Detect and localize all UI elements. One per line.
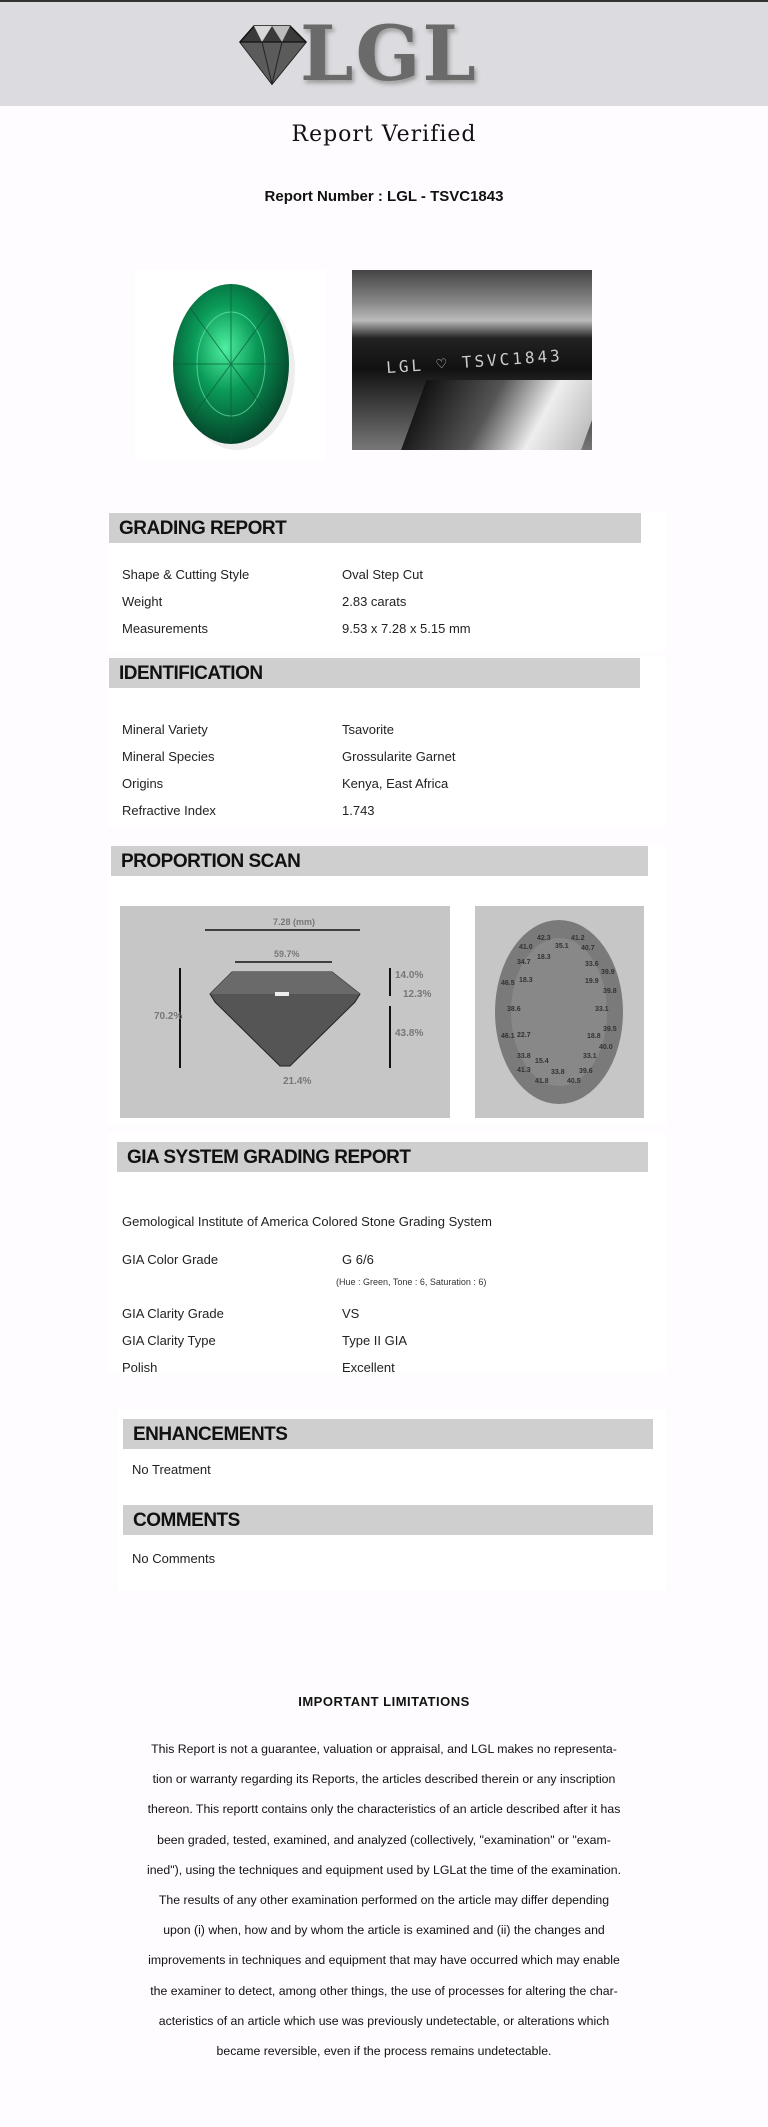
gia-section [108,1133,666,1373]
top-value: 18.8 [587,1033,601,1040]
shape-value: Oval Step Cut [342,567,423,582]
clarity-type-value: Type II GIA [342,1333,408,1348]
color-grade-label: GIA Color Grade [122,1252,219,1267]
limitations-line: became reversible, even if the process remains undetectable. [216,2044,552,2059]
inscription-photo [352,270,592,450]
top-value: 41.2 [571,935,585,942]
refractive-label: Refractive Index [122,803,216,818]
comments-value: No Comments [132,1551,216,1566]
girdle-label: 12.3% [403,989,432,1000]
top-value: 46.5 [501,980,515,987]
limitations-line: ined"), using the techniques and equipment used by LGLat the time of the examination. [146,1862,621,1877]
top-value: 33.8 [551,1069,565,1076]
species-label: Mineral Species [122,749,215,764]
polish-value: Excellent [342,1360,395,1375]
comments-heading: COMMENTS [123,1505,653,1535]
limitations-text [118,1734,650,2066]
limitations-line: tion or warranty regarding its Reports, the articles described therein or any inscription [152,1772,616,1787]
refractive-value: 1.743 [342,803,375,818]
top-value: 41.8 [535,1078,549,1085]
limitations-line: acteristics of an article which use was previously undetectable, or alterations which [158,2013,610,2028]
clarity-grade-label: GIA Clarity Grade [122,1306,224,1321]
variety-value: Tsavorite [342,722,395,737]
top-value: 18.3 [537,954,551,961]
top-value: 40.0 [599,1044,613,1051]
logo-text: LGL [300,9,478,98]
color-grade-value: G 6/6 [342,1252,374,1267]
limitations-line: upon (i) when, how and by whom the article is examined and (ii) the changes and [163,1923,605,1938]
limitations-line: improvements in techniques and equipment that may have occurred which may enable [148,1953,620,1968]
culet-label: 21.4% [283,1076,312,1087]
gia-heading: GIA SYSTEM GRADING REPORT [117,1142,648,1172]
identification-heading: IDENTIFICATION [109,658,640,688]
enhancements-heading: ENHANCEMENTS [123,1419,653,1449]
variety-label: Mineral Variety [122,722,208,737]
limitations-line: been graded, tested, examined, and analyzed (collectively, "examination" or "exam- [157,1832,611,1847]
site-header [0,0,768,106]
measurements-label: Measurements [122,621,208,636]
weight-label: Weight [122,594,163,609]
species-value: Grossularite Garnet [342,749,456,764]
identification-section [108,657,666,827]
top-value: 33.6 [585,961,599,968]
table-label: 59.7% [274,949,300,959]
page-title: Report Verified [291,122,477,147]
shape-label: Shape & Cutting Style [122,567,250,582]
gemstone-photo [135,270,325,460]
enhancements-section [118,1410,666,1590]
top-value: 33.8 [517,1053,531,1060]
origins-value: Kenya, East Africa [342,776,449,791]
crown-label: 14.0% [395,970,424,981]
top-value: 39.8 [603,988,617,995]
top-value: 18.3 [519,977,533,984]
report-number: Report Number : LGL - TSVC1843 [264,188,504,205]
gia-system-text: Gemological Institute of America Colored Stone Grading System [122,1214,492,1229]
top-value: 39.5 [603,1026,617,1033]
measurements-value: 9.53 x 7.28 x 5.15 mm [342,621,471,636]
top-view-scan [475,906,644,1118]
top-value: 22.7 [517,1032,531,1039]
top-value: 15.4 [535,1058,549,1065]
top-value: 40.7 [581,945,595,952]
limitations-heading: IMPORTANT LIMITATIONS [298,1694,470,1709]
side-profile-scan [120,906,450,1118]
lgl-logo[interactable] [232,9,492,98]
top-value: 38.6 [507,1006,521,1013]
top-value: 42.3 [537,935,551,942]
enhancements-value: No Treatment [132,1462,211,1477]
clarity-grade-value: VS [342,1306,360,1321]
weight-value: 2.83 carats [342,594,407,609]
grading-heading: GRADING REPORT [109,513,641,543]
top-value: 33.1 [595,1006,609,1013]
top-value: 33.1 [583,1053,597,1060]
inscription-text: LGL ♡ TSVC1843 [385,345,564,378]
top-value: 41.3 [517,1067,531,1074]
top-value: 19.9 [585,978,599,985]
grading-section [108,512,666,652]
top-value: 46.1 [501,1033,515,1040]
depth-label: 70.2% [154,1011,183,1022]
color-grade-note: (Hue : Green, Tone : 6, Saturation : 6) [336,1277,487,1287]
width-label: 7.28 (mm) [273,917,316,927]
pavilion-label: 43.8% [395,1028,424,1039]
top-value: 35.1 [555,943,569,950]
limitations-line: The results of any other examination performed on the article may differ depending [158,1893,610,1908]
top-value: 39.6 [579,1068,593,1075]
top-value: 34.7 [517,959,531,966]
limitations-line: thereon. This reportt contains only the characteristics of an article described after it has [147,1802,621,1817]
top-value: 39.9 [601,969,615,976]
origins-label: Origins [122,776,164,791]
top-value: 40.5 [567,1078,581,1085]
proportion-heading: PROPORTION SCAN [111,846,648,876]
top-value: 41.0 [519,944,533,951]
polish-label: Polish [122,1360,158,1375]
limitations-line: the examiner to detect, among other things, the use of processes for altering the char- [150,1983,618,1998]
limitations-line: This Report is not a guarantee, valuation or appraisal, and LGL makes no representa- [151,1742,617,1756]
clarity-type-label: GIA Clarity Type [122,1333,216,1348]
